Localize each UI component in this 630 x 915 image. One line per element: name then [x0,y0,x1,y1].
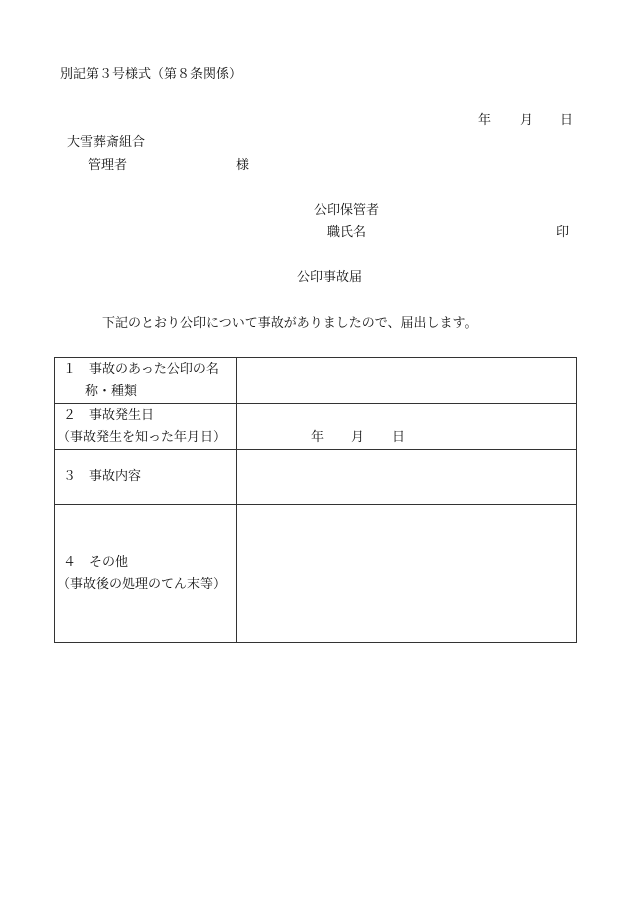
recipient-organization: 大雪葬斎組合 [67,135,146,150]
document-body: 下記のとおり公印について事故がありましたので、届出します。 [102,316,478,331]
accident-date-field [237,427,576,449]
date-day-label: 日 [560,113,574,128]
table-row [55,505,577,643]
table-row [55,358,577,404]
accident-date-day-label: 日 [392,429,406,445]
row-label-seal-name [55,358,237,404]
table-row [55,404,577,450]
row-label-accident-content [55,450,237,505]
row-value-seal-name[interactable] [237,358,577,404]
row-value-accident-content[interactable] [237,450,577,505]
accident-report-table [54,357,577,643]
row-label-line: １ 事故のあった公印の名 [63,361,219,377]
row-label-line: （事故発生を知った年月日） [57,429,227,445]
seal-holder-label: 公印保管者 [314,203,380,218]
row-value-accident-date[interactable] [237,404,577,450]
document-title: 公印事故届 [297,270,363,285]
seal-holder-name-label: 職氏名 [327,225,367,240]
row-label-line: 称・種類 [85,383,138,399]
date-year-label: 年 [478,113,492,128]
form-label: 別記第３号様式（第８条関係） [60,67,243,82]
row-label-line: ４ その他 [63,554,129,570]
row-label-line: ２ 事故発生日 [63,407,155,423]
row-value-other[interactable] [237,505,577,643]
accident-date-year-label: 年 [311,429,325,445]
row-label-other [55,505,237,643]
seal-mark: 印 [556,225,570,240]
row-label-line: （事故後の処理のてん末等） [57,576,227,592]
date-month-label: 月 [520,113,534,128]
row-label-accident-date [55,404,237,450]
accident-date-month-label: 月 [351,429,365,445]
row-label-line: ３ 事故内容 [63,469,142,484]
table-row [55,450,577,505]
recipient-honorific: 様 [236,158,250,173]
recipient-manager: 管理者 [88,158,128,173]
